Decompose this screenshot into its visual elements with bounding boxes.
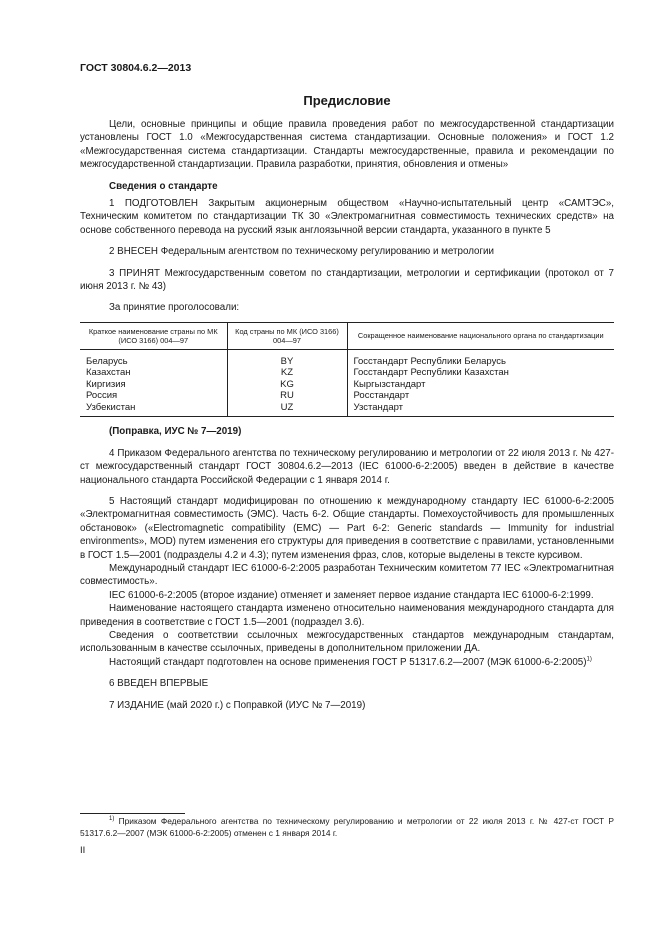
cell-country: Беларусь (86, 355, 128, 367)
table-header-row (80, 322, 614, 349)
vote-caption: За принятие проголосовали: (109, 302, 240, 314)
page-title: Предисловие (303, 93, 391, 108)
document-id: ГОСТ 30804.6.2—2013 (80, 62, 192, 74)
item-5-paragraph-3: IEC 61000-6-2:2005 (второе издание) отменяет и заменяет первое издание стандарта IEC 61000-6-2:1999. (109, 589, 594, 601)
cell-code: UZ (227, 402, 347, 417)
vote-table (80, 322, 614, 418)
item-5-paragraph-2: Международный стандарт IEC 61000-6-2:2005 разработан Техническим комитетом 77 IEC «Электромагнитная совместимость». (80, 563, 614, 588)
cell-country: Казахстан (86, 367, 131, 379)
item-7: 7 ИЗДАНИЕ (май 2020 г.) с Поправкой (ИУС № 7—2019) (109, 699, 366, 711)
item-1: 1 ПОДГОТОВЛЕН Закрытым акционерным обществом «Научно-испытательный центр «САМТЭС», Техническим комитетом по стандартизации ТК 30 «Электромагнитная совместимость технических средств» на основе собственного перевода на русский язык англоязычной версии стандарта, указанного в пункте 5 (80, 198, 614, 236)
item-5-paragraph-6 (80, 656, 614, 669)
table-row (80, 367, 614, 379)
cell-body: Кыргызстандарт (347, 379, 614, 391)
footnote-divider (80, 813, 185, 814)
cell-code: KZ (227, 367, 347, 379)
table-row (80, 390, 614, 402)
about-heading: Сведения о стандарте (109, 180, 218, 192)
item-5-paragraph-6-text: Настоящий стандарт подготовлен на основе применения ГОСТ Р 51317.6.2—2007 (МЭК 61000-6-2:2005) (109, 656, 587, 668)
header-body: Сокращенное наименование национального органа по стандартизации (347, 322, 614, 349)
item-5: 5 Настоящий стандарт модифицирован по отношению к международному стандарту IEC 61000-6-2:2005 «Электромагнитная совместимость (ЭМС). Часть 6-2. Общие стандарты. Помехоустойчивость для промышленных обстановок» («Electromagnetic compatibility (EMC) — Part 6-2: Generic standards — Immunity for industrial environments», MOD) путем изменения его структуры для приведения в соответствие с правилами, установленными в ГОСТ 1.5—2001 (подразделы 4.2 и 4.3); путем изменения фраз, слов, которые выделены в тексте курсивом. (80, 496, 614, 561)
item-6: 6 ВВЕДЕН ВПЕРВЫЕ (109, 678, 209, 690)
item-2: 2 ВНЕСЕН Федеральным агентством по техническому регулированию и метрологии (109, 246, 495, 258)
header-code: Код страны по МК (ИСО 3166) 004—97 (227, 322, 347, 349)
footnote (80, 816, 614, 839)
table-row (80, 402, 614, 417)
document-body (80, 118, 614, 712)
cell-country: Россия (86, 390, 118, 402)
cell-country: Узбекистан (80, 402, 227, 417)
cell-code: BY (227, 349, 347, 367)
cell-code: RU (227, 390, 347, 402)
cell-code: KG (227, 379, 347, 391)
item-3: 3 ПРИНЯТ Межгосударственным советом по стандартизации, метрологии и сертификации (протокол от 7 июня 2013 г. № 43) (80, 267, 614, 293)
cell-body: Госстандарт Республики Беларусь (347, 349, 614, 367)
item-4: 4 Приказом Федерального агентства по техническому регулированию и метрологии от 22 июля 2013 г. № 427-ст межгосударственный стандарт ГОСТ 30804.6.2—2013 (IEC 61000-6-2:2005) введен в действие в качестве национального стандарта Российской Федерации с 1 января 2014 г. (80, 447, 614, 486)
footnote-reference: 1) (586, 656, 592, 663)
item-5-paragraph-5: Сведения о соответствии ссылочных межгосударственных стандартов международным стандартам, использованным в качестве ссылочных, приведены в дополнительном приложении ДА. (80, 630, 614, 655)
footnote-marker: 1) (109, 816, 115, 823)
cell-body: Госстандарт Республики Казахстан (347, 367, 614, 379)
table-row (80, 379, 614, 391)
table-row (80, 349, 614, 367)
cell-body: Узстандарт (347, 402, 614, 417)
cell-country: Киргизия (86, 378, 126, 390)
item-5-paragraph-4: Наименование настоящего стандарта изменено относительно наименования международного стандарта для приведения в соответствие с ГОСТ 1.5—2001 (подраздел 3.6). (80, 603, 614, 628)
page-number: II (80, 845, 86, 856)
amendment-note: (Поправка, ИУС № 7—2019) (109, 426, 242, 438)
intro-paragraph: Цели, основные принципы и общие правила проведения работ по межгосударственной стандартизации установлены ГОСТ 1.0 «Межгосударственная система стандартизации. Основные положения» и ГОСТ 1.2 «Межгосударственная система стандартизации. Стандарты межгосударственные, правила и рекомендации по межгосударственной стандартизации. Правила разработки, принятия, обновления и отмены» (80, 119, 614, 171)
footnote-text: Приказом Федерального агентства по техническому регулированию и метрологии от 22 июля 2013 г. № 427-ст ГОСТ Р 51317.6.2—2007 (МЭК 61000-6-2:2005) отменен с 1 января 2014 г. (80, 816, 615, 838)
header-country: Краткое наименование страны по МК (ИСО 3166) 004—97 (80, 322, 227, 349)
cell-body: Росстандарт (347, 390, 614, 402)
